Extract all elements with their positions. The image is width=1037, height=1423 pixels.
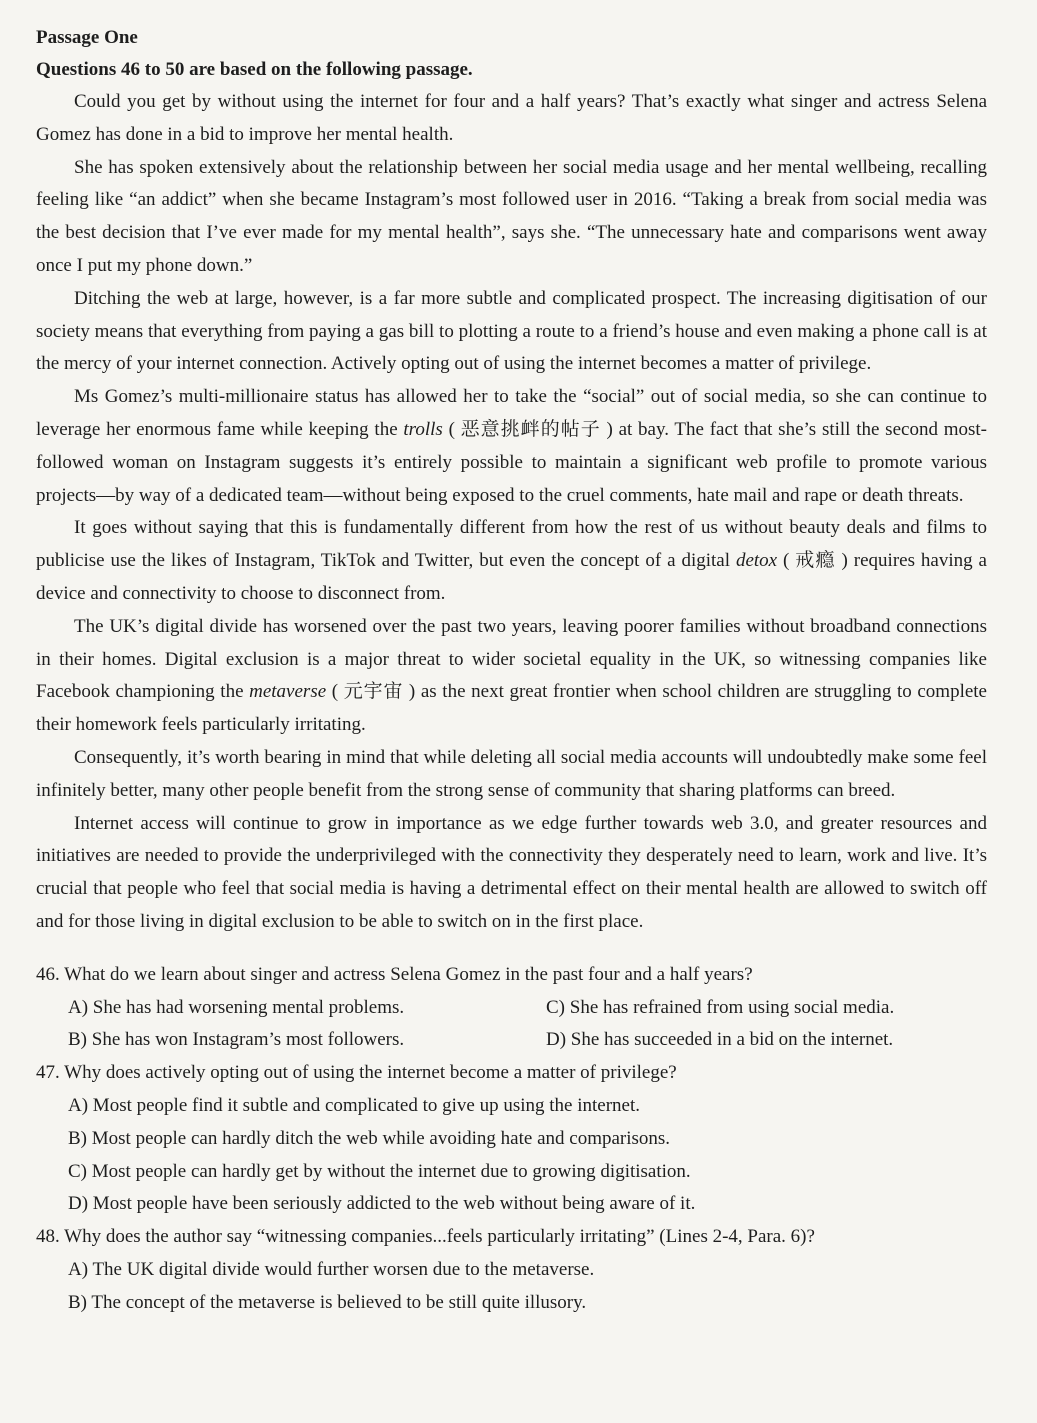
passage-title: Passage One [36,27,138,48]
term-metaverse: metaverse [249,681,327,703]
question-text: 47. Why does actively opting out of using the internet become a matter of privilege? [36,1062,677,1084]
paragraph-3: Ditching the web at large, however, is a far more subtle and complicated prospect. The increasing digitisation of our society means that everything from paying a gas bill to plotting a route to a friend’s house and even making a phone call is at the mercy of your internet connection. Actively opting out of using the internet becomes a matter of privilege. [36,287,987,375]
passage-instruction: Questions 46 to 50 are based on the following passage. [36,59,473,80]
question-47 [36,1057,987,1221]
term-detox: detox [735,550,778,572]
paragraph-5: It goes without saying that this is fundamentally different from how the rest of us without beauty deals and films to publicise use the likes of Instagram, TikTok and Twitter, but even the concept of a digital detox ( 戒瘾 ) requires having a device and connectivity to choose to disconnect from. [36,517,987,604]
paragraph-4: Ms Gomez’s multi-millionaire status has allowed her to take the “social” out of social media, so she can continue to leverage her enormous fame while keeping the trolls ( 恶意挑衅的帖子 ) at bay. The fact that she’s still the second most-followed woman on Instagram suggests it’s entirely possible to maintain a significant web profile to promote various projects—by way of a dedicated team—without being exposed to the cruel comments, hate mail and rape or death threats. [36,386,987,506]
paragraph-8: Internet access will continue to grow in importance as we edge further towards web 3.0, and greater resources and initiatives are needed to provide the underprivileged with the connectivity they desperately need to learn, work and live. It’s crucial that people who feel that social media is having a detrimental effect on their mental health are allowed to switch off and for those living in digital exclusion to be able to switch on in the first place. [36,812,987,932]
paragraph-6: The UK’s digital divide has worsened over the past two years, leaving poorer families without broadband connections in their homes. Digital exclusion is a major threat to wider societal equality in the UK, so witnessing companies like Facebook championing the metaverse ( 元宇宙 ) as the next great frontier when school children are struggling to complete their homework feels particularly irritating. [36,615,987,736]
option-a: A) She has had worsening mental problems. [68,996,405,1018]
option-a: A) Most people find it subtle and complicated to give up using the internet. [68,1094,640,1116]
option-d: D) She has succeeded in a bid on the internet. [546,1029,894,1051]
paragraph-2: She has spoken extensively about the relationship between her social media usage and her mental wellbeing, recalling feeling like “an addict” when she became Instagram’s most followed user in 2016. “Taking a break from social media was the best decision that I’ve ever made for my mental health”, says she. “The unnecessary hate and comparisons went away once I put my phone down.” [36,156,987,276]
question-48 [36,1221,987,1319]
option-b: B) Most people can hardly ditch the web while avoiding hate and comparisons. [68,1127,671,1149]
question-text: 48. Why does the author say “witnessing companies...feels particularly irritating” (Lines 2-4, Para. 6)? [36,1226,815,1248]
question-46 [36,959,987,1057]
paragraph-7: Consequently, it’s worth bearing in mind that while deleting all social media accounts will undoubtedly make some feel infinitely better, many other people benefit from the strong sense of community that sharing platforms can breed. [36,746,987,801]
option-c: C) She has refrained from using social media. [546,996,895,1018]
option-b: B) She has won Instagram’s most followers. [68,1029,405,1051]
question-text: 46. What do we learn about singer and actress Selena Gomez in the past four and a half years? [36,963,753,985]
option-b: B) The concept of the metaverse is believed to be still quite illusory. [68,1291,587,1313]
term-trolls: trolls [403,418,443,440]
option-a: A) The UK digital divide would further worsen due to the metaverse. [68,1258,595,1280]
option-d: D) Most people have been seriously addicted to the web without being aware of it. [68,1193,696,1215]
option-c: C) Most people can hardly get by without the internet due to growing digitisation. [68,1160,691,1182]
paragraph-1: Could you get by without using the internet for four and a half years? That’s exactly what singer and actress Selena Gomez has done in a bid to improve her mental health. [36,91,987,145]
